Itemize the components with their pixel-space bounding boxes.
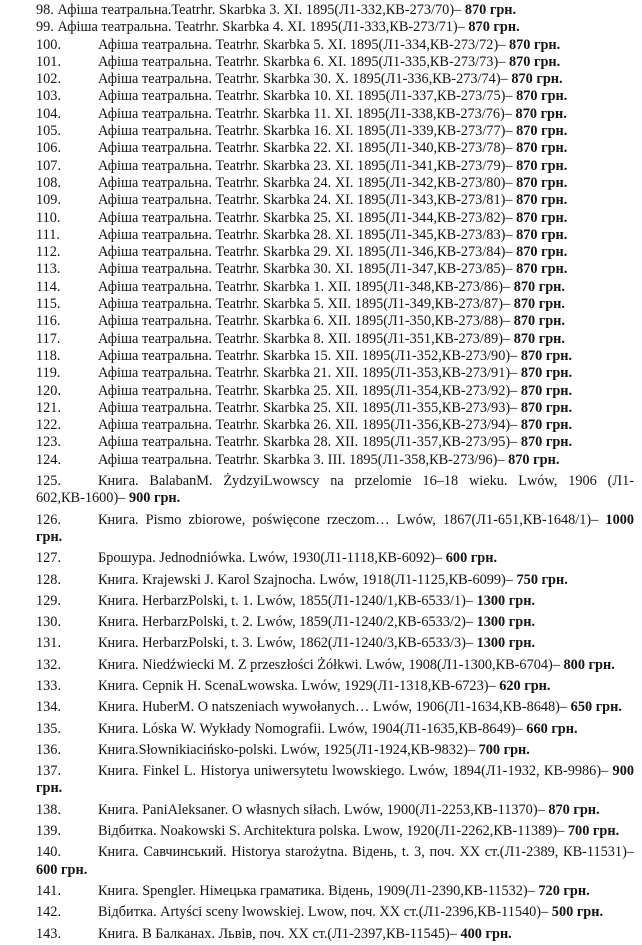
entry-price: 720 грн. (538, 882, 590, 899)
catalog-entry (36, 88, 634, 105)
entry-description: Афіша театральна. Teatrhr. Skarbka 16. XI. 1895(Л1-339,КВ-273/77)– (98, 123, 513, 140)
entry-price: 1000 грн. (36, 511, 635, 545)
entry-description: Афіша театральна. Teatrhr. Skarbka 25. XII. 1895(Л1-355,КВ-273/93)– (98, 399, 518, 416)
entry-number: 110. (36, 209, 61, 226)
entry-number: 127. (36, 550, 62, 567)
entry-price: 870 грн. (520, 382, 573, 399)
entry-number: 113. (36, 261, 61, 278)
entry-description: Афіша театральна. Teatrhr. Skarbka 3. III. 1895(Л1-358,КВ-273/96)– (98, 451, 505, 468)
entry-price: 660 грн. (526, 720, 578, 737)
entry-number: 103. (36, 88, 62, 105)
entry-price: 870 грн. (513, 330, 565, 347)
catalog-entry (36, 279, 634, 296)
entry-description: Книга. Cepnik H. ScenaLwowska. Lwów, 1929(Л1-1318,КВ-6723)– (98, 677, 496, 694)
catalog-entry (36, 883, 634, 900)
entry-price: 870 грн. (516, 174, 568, 191)
catalog-entry (36, 244, 634, 261)
catalog-entry (36, 678, 634, 695)
catalog-entry (36, 473, 634, 508)
entry-number: 140. (36, 844, 62, 861)
entry-number: 124. (36, 451, 62, 468)
entry-number: 122. (36, 417, 62, 434)
entry-description: Афіша театральна. Teatrhr. Skarbka 6. XII. 1895(Л1-350,КВ-273/88)– (98, 313, 511, 330)
entry-description: Афіша театральна. Teatrhr. Skarbka 10. XI. 1895(Л1-337,КВ-273/75)– (98, 88, 513, 105)
entry-description: Афіша театральна. Teatrhr. Skarbka 5. XI. 1895(Л1-334,КВ-273/72)– (98, 36, 506, 53)
entry-number: 108. (36, 174, 62, 191)
entry-number: 120. (36, 382, 62, 399)
entry-price: 500 грн. (551, 904, 604, 921)
entry-description: Книга. Krajewski J. Karol Szajnocha. Lwów, 1918(Л1-1125,КВ-6099)– (98, 571, 513, 588)
catalog-entry (36, 721, 634, 738)
catalog-entry (36, 19, 634, 36)
entry-description: Книга. Niedźwiecki M. Z przeszłości Żółkwi. Lwów, 1908(Л1-1300,КВ-6704)– (98, 656, 560, 673)
entry-price: 870 грн. (516, 209, 568, 226)
entry-description: Афіша театральна. Teatrhr. Skarbka 4. XI. 1895(Л1-333,КВ-273/71)– (57, 19, 465, 36)
entry-price: 870 грн. (515, 105, 567, 122)
entry-number: 134. (36, 699, 62, 716)
entry-number: 101. (36, 53, 62, 70)
entry-description: Афіша театральна. Teatrhr. Skarbka 23. XI. 1895(Л1-341,КВ-273/79)– (98, 157, 513, 174)
entry-number: 128. (36, 571, 62, 588)
entry-description: Книга. HerbarzPolski, t. 2. Lwów, 1859(Л1-1240/2,КВ-6533/2)– (98, 614, 474, 631)
entry-price: 870 грн. (516, 88, 568, 105)
entry-description: Книга. Савчинський. Historya starożytna. Відень, t. 3, поч. XX ст.(Л1-2389, КВ-11531)– (98, 844, 634, 861)
catalog-entry (36, 140, 634, 157)
entry-description: Афіша театральна. Teatrhr. Skarbka 29. XI. 1895(Л1-346,КВ-273/84)– (98, 244, 513, 261)
entry-number: 99. (36, 19, 54, 36)
entry-price: 870 грн. (516, 244, 568, 261)
entry-price: 800 грн. (563, 656, 615, 673)
entry-description: Афіша театральна. Teatrhr. Skarbka 5. XII. 1895(Л1-349,КВ-273/87)– (98, 296, 511, 313)
entry-description: Афіша театральна. Teatrhr. Skarbka 1. XII. 1895(Л1-348,КВ-273/86)– (98, 278, 511, 295)
entry-number: 141. (36, 882, 62, 899)
entry-price: 870 грн. (508, 451, 560, 468)
entry-price: 900 грн. (36, 763, 634, 797)
entry-number: 126. (36, 511, 62, 528)
entry-description: Книга. HuberM. O natszeniach wywołanych… Lwów, 1906(Л1-1634,КВ-8648)– (98, 699, 568, 716)
catalog-entry (36, 434, 634, 451)
entry-description: Афіша театральна. Teatrhr. Skarbka 24. XI. 1895(Л1-342,КВ-273/80)– (98, 174, 513, 191)
catalog-entry (36, 614, 634, 631)
catalog-entry (36, 175, 634, 192)
catalog-entry (36, 227, 634, 244)
entry-number: 111. (36, 226, 60, 243)
catalog-entry (36, 926, 634, 943)
entry-number: 132. (36, 656, 62, 673)
catalog-entry (36, 158, 634, 175)
entry-number: 98. (36, 2, 54, 18)
entry-number: 123. (36, 434, 62, 451)
entry-number: 138. (36, 801, 62, 818)
entry-description: Афіша театральна. Teatrhr. Skarbka 28. XI. 1895(Л1-345,КВ-273/83)– (98, 226, 513, 243)
entry-number: 142. (36, 904, 62, 921)
catalog-entry (36, 550, 634, 567)
entry-description: Книга. HerbarzPolski, t. 1. Lwów, 1855(Л1-1240/1,КВ-6533/1)– (98, 592, 474, 609)
entry-price: 870 грн. (548, 801, 600, 818)
entry-number: 133. (36, 677, 62, 694)
entry-number: 117. (36, 330, 61, 347)
entry-number: 131. (36, 635, 62, 652)
entry-description: Книга. Pismo zbiorowe, poświęcone rzeczom… Lwów, 1867(Л1-651,КВ-1648/1)– (98, 511, 599, 528)
entry-price: 870 грн. (468, 19, 520, 36)
entry-description: Афіша театральна. Teatrhr. Skarbka 15. XII. 1895(Л1-352,КВ-273/90)– (98, 347, 518, 364)
catalog-list (36, 2, 634, 943)
catalog-entry (36, 210, 634, 227)
entry-number: 106. (36, 140, 62, 157)
catalog-entry (36, 635, 634, 652)
catalog-entry (36, 400, 634, 417)
entry-description: Книга. В Балканах. Львів, поч. XX ст.(Л1-2397,КВ-11545)– (98, 925, 457, 942)
entry-price: 870 грн. (520, 399, 573, 416)
entry-description: Афіша театральна. Teatrhr. Skarbka 26. XII. 1895(Л1-356,КВ-273/94)– (98, 417, 518, 434)
entry-description: Відбитка. Artyści sceny lwowskiej. Lwow, поч. XX ст.(Л1-2396,КВ-11540)– (98, 904, 549, 921)
entry-number: 136. (36, 741, 62, 758)
entry-number: 130. (36, 614, 62, 631)
entry-description: Афіша театральна. Teatrhr. Skarbka 11. XI. 1895(Л1-338,КВ-273/76)– (98, 105, 512, 122)
entry-price: 870 грн. (520, 347, 573, 364)
catalog-entry (36, 763, 634, 798)
catalog-entry (36, 823, 634, 840)
entry-price: 700 грн. (478, 741, 530, 758)
entry-price: 870 грн. (516, 140, 568, 157)
entry-price: 700 грн. (567, 823, 620, 840)
catalog-entry (36, 313, 634, 330)
entry-number: 104. (36, 105, 62, 122)
entry-price: 870 грн. (516, 123, 568, 140)
entry-number: 137. (36, 763, 62, 780)
entry-price: 870 грн. (516, 157, 568, 174)
catalog-entry (36, 365, 634, 382)
entry-description: Книга. Finkel L. Historya uniwersytetu lwowskiego. Lwów, 1894(Л1-1932, КВ-9986)– (98, 763, 609, 780)
entry-price: 870 грн. (508, 53, 561, 70)
entry-price: 870 грн. (516, 192, 568, 209)
entry-price: 900 грн. (128, 490, 181, 507)
entry-number: 119. (36, 365, 61, 382)
entry-description: Книга. Lóska W. Wykłady Nomografii. Lwów, 1904(Л1-1635,КВ-8649)– (98, 720, 523, 737)
entry-price: 870 грн. (513, 313, 565, 330)
catalog-entry (36, 904, 634, 921)
entry-description: Афіша театральна. Teatrhr. Skarbka 28. XII. 1895(Л1-357,КВ-273/95)– (98, 434, 518, 451)
catalog-entry (36, 123, 634, 140)
catalog-entry (36, 37, 634, 54)
entry-price: 870 грн. (508, 36, 561, 53)
entry-price: 870 грн. (516, 261, 568, 278)
entry-price: 650 грн. (570, 699, 622, 716)
entry-description: Книга.Słownikiacińsko-polski. Lwów, 1925(Л1-1924,КВ-9832)– (98, 741, 476, 758)
entry-description: Брошура. Jednodniówka. Lwów, 1930(Л1-1118,КВ-6092)– (98, 550, 443, 567)
entry-number: 121. (36, 399, 62, 416)
entry-description: Афіша театральна. Teatrhr. Skarbka 8. XII. 1895(Л1-351,КВ-273/89)– (98, 330, 511, 347)
entry-number: 109. (36, 192, 62, 209)
catalog-entry (36, 699, 634, 716)
entry-description: Книга. BalabanM. ŻydzyiLwowscy na przelomie 16–18 wieku. Lwów, 1906 (Л1-602,КВ-1600)– (36, 473, 634, 507)
catalog-entry (36, 572, 634, 589)
entry-number: 100. (36, 36, 62, 53)
catalog-entry (36, 261, 634, 278)
entry-price: 870 грн. (516, 226, 568, 243)
catalog-entry (36, 383, 634, 400)
entry-price: 870 грн. (513, 296, 565, 313)
entry-number: 143. (36, 925, 62, 942)
entry-number: 112. (36, 244, 61, 261)
entry-price: 620 грн. (499, 677, 551, 694)
catalog-entry (36, 657, 634, 674)
entry-number: 107. (36, 157, 62, 174)
entry-description: Афіша театральна. Teatrhr. Skarbka 30. XI. 1895(Л1-347,КВ-273/85)– (98, 261, 513, 278)
entry-price: 870 грн. (511, 71, 563, 88)
catalog-entry (36, 802, 634, 819)
entry-number: 129. (36, 592, 62, 609)
entry-price: 600 грн. (445, 550, 498, 567)
catalog-entry (36, 417, 634, 434)
catalog-entry (36, 71, 634, 88)
entry-number: 116. (36, 313, 61, 330)
entry-number: 125. (36, 473, 62, 490)
entry-description: Афіша театральна. Teatrhr. Skarbka 24. XI. 1895(Л1-343,КВ-273/81)– (98, 192, 513, 209)
entry-description: Афіша театральна. Teatrhr. Skarbka 6. XI. 1895(Л1-335,КВ-273/73)– (98, 53, 506, 70)
entry-number: 114. (36, 278, 61, 295)
entry-price: 750 грн. (516, 571, 568, 588)
catalog-entry (36, 593, 634, 610)
entry-number: 139. (36, 823, 62, 840)
entry-description: Афіша театральна. Teatrhr. Skarbka 25. XI. 1895(Л1-344,КВ-273/82)– (98, 209, 513, 226)
catalog-entry (36, 296, 634, 313)
entry-description: Книга. Spengler. Німецька граматика. Відень, 1909(Л1-2390,КВ-11532)– (98, 882, 535, 899)
entry-description: Афіша театральна. Teatrhr. Skarbka 21. XII. 1895(Л1-353,КВ-273/91)– (98, 365, 518, 382)
catalog-entry (36, 2, 634, 19)
catalog-entry (36, 452, 634, 469)
catalog-entry (36, 106, 634, 123)
catalog-entry (36, 331, 634, 348)
entry-price: 870 грн. (513, 278, 565, 295)
entry-price: 400 грн. (460, 925, 512, 942)
catalog-entry (36, 54, 634, 71)
entry-number: 105. (36, 123, 62, 140)
entry-price: 600 грн. (36, 861, 88, 878)
entry-number: 115. (36, 296, 61, 313)
entry-number: 135. (36, 720, 62, 737)
entry-description: Відбитка. Noakowski S. Architektura polska. Lwow, 1920(Л1-2262,КВ-11389)– (98, 823, 565, 840)
entry-description: Книга. PaniAleksaner. O własnych siłach. Lwów, 1900(Л1-2253,КВ-11370)– (98, 801, 545, 818)
catalog-entry (36, 192, 634, 209)
entry-description: Книга. HerbarzPolski, t. 3. Lwów, 1862(Л1-1240/3,КВ-6533/3)– (98, 635, 474, 652)
catalog-entry (36, 512, 634, 547)
entry-price: 1300 грн. (476, 614, 536, 631)
entry-price: 1300 грн. (476, 635, 536, 652)
entry-price: 870 грн. (520, 417, 573, 434)
entry-price: 870 грн. (520, 434, 573, 451)
entry-description: Афіша театральна. Teatrhr. Skarbka 25. XII. 1895(Л1-354,КВ-273/92)– (98, 382, 518, 399)
entry-price: 1300 грн. (476, 592, 536, 609)
catalog-entry (36, 844, 634, 879)
entry-price: 870 грн. (520, 365, 573, 382)
entry-number: 102. (36, 71, 62, 88)
entry-description: Афіша театральна.Teatrhr. Skarbka 3. XI. 1895(Л1-332,КВ-273/70)– (57, 2, 462, 18)
entry-description: Афіша театральна. Teatrhr. Skarbka 22. XI. 1895(Л1-340,КВ-273/78)– (98, 140, 513, 157)
entry-number: 118. (36, 347, 61, 364)
entry-description: Афіша театральна. Teatrhr. Skarbka 30. X. 1895(Л1-336,КВ-273/74)– (98, 71, 508, 88)
entry-price: 870 грн. (464, 2, 517, 18)
catalog-entry (36, 742, 634, 759)
catalog-entry (36, 348, 634, 365)
